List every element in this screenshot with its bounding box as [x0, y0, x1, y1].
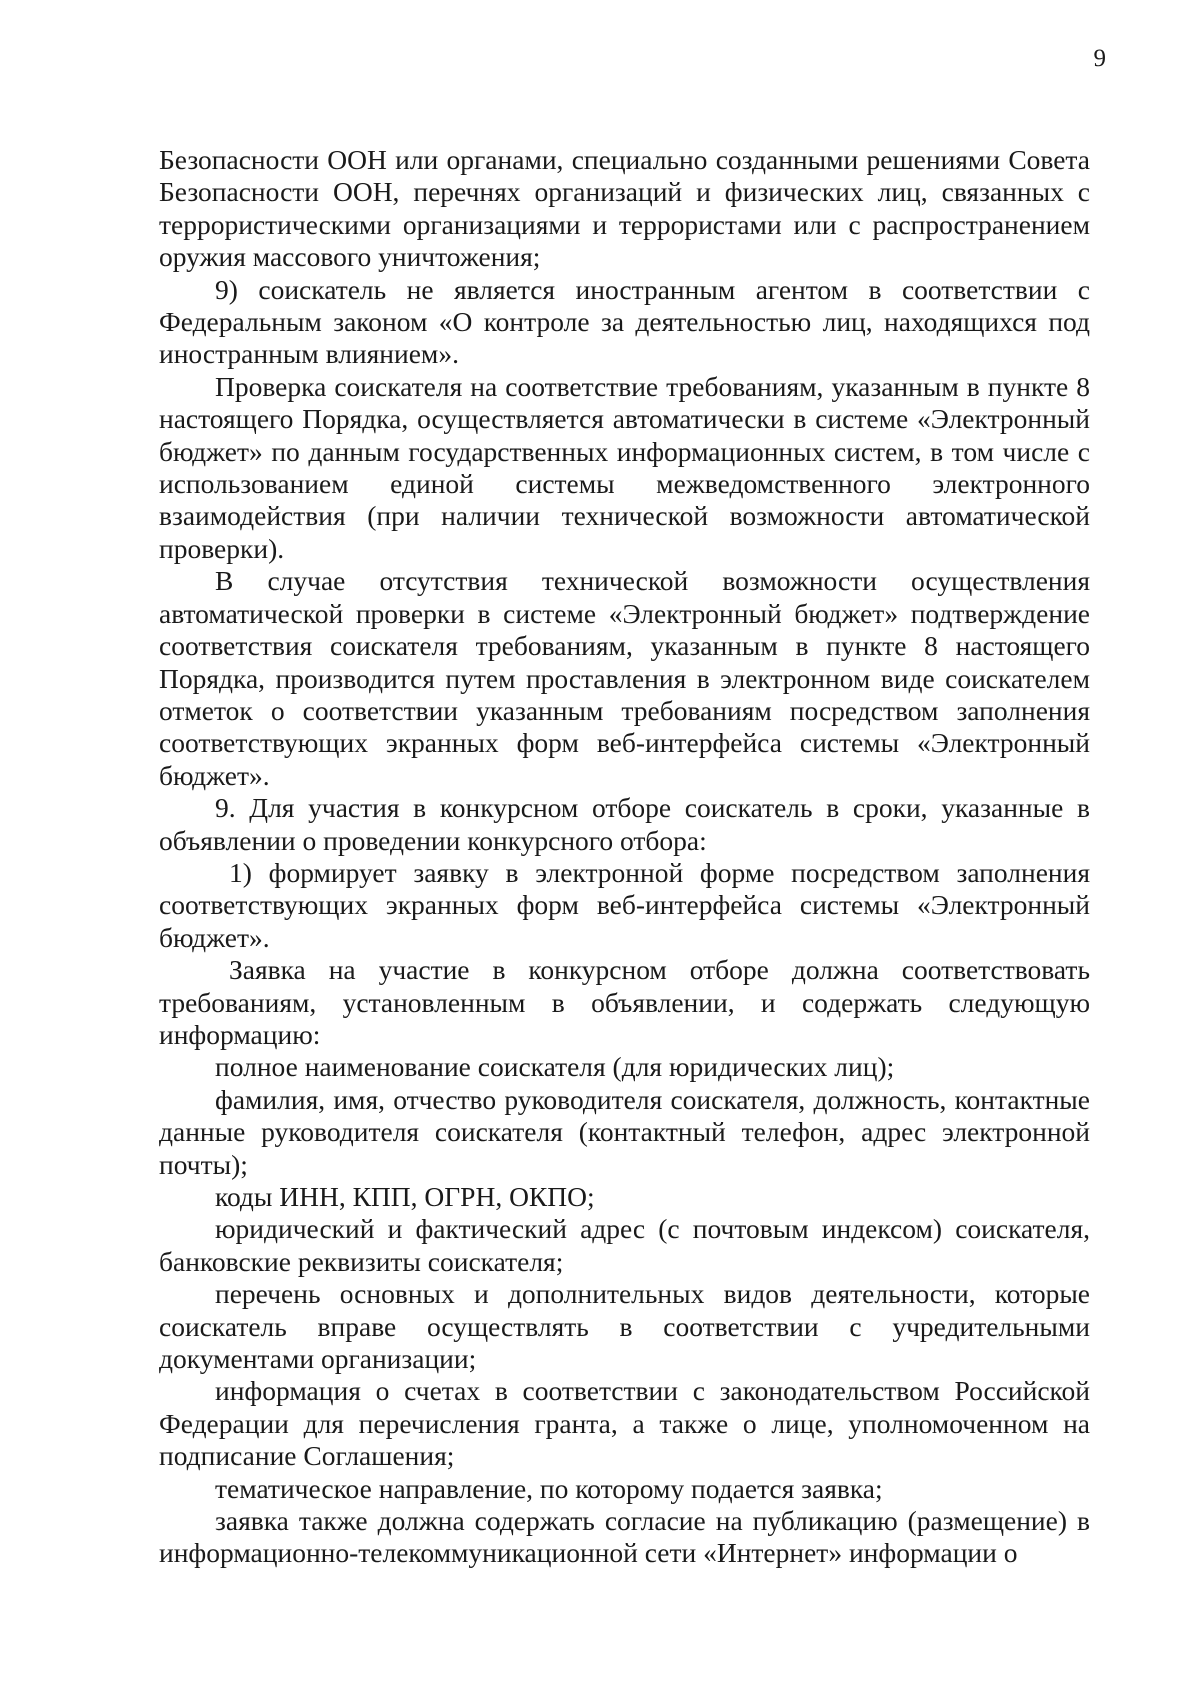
page-number: 9: [1093, 45, 1106, 72]
paragraph-application-requirements: Заявка на участие в конкурсном отборе должна соответствовать требованиям, установленным в объявлении, и содержать следующую информацию:: [159, 954, 1090, 1050]
document-body: [159, 144, 1090, 1570]
list-item-codes: коды ИНН, КПП, ОГРН, ОКПО;: [215, 1181, 595, 1212]
list-item-thematic-direction: тематическое направление, по которому подается заявка;: [215, 1472, 883, 1504]
paragraph-sanctions-lists-continuation: Безопасности ООН или органами, специально созданными решениями Совета Безопасности ООН, перечнях организаций и физических лиц, связанных с террористическими организациями и террористами или с распространением оружия массового уничтожения;: [159, 144, 1090, 273]
paragraph-manual-confirmation: В случае отсутствия технической возможности осуществления автоматической проверки в системе «Электронный бюджет» подтверждение соответствия соискателя требованиям, указанным в пункте 8 настоящего Порядка, производится путем проставления в электронном виде соискателем отметок о соответствии указанным требованиям посредством заполнения соответствующих экранных форм веб-интерфейса системы «Электронный бюджет».: [159, 565, 1090, 791]
list-item-address-bank: юридический и фактический адрес (с почтовым индексом) соискателя, банковские реквизиты соискателя;: [159, 1213, 1090, 1277]
list-item-activities: перечень основных и дополнительных видов деятельности, которые соискатель вправе осуществлять в соответствии с учредительными документами организации;: [159, 1278, 1090, 1375]
paragraph-automatic-check: Проверка соискателя на соответствие требованиям, указанным в пункте 8 настоящего Порядка, осуществляется автоматически в системе «Электронный бюджет» по данным государственных информационных систем, в том числе с использованием единой системы межведомственного электронного взаимодействия (при наличии технической возможности автоматической проверки).: [159, 370, 1090, 564]
paragraph-section-9: 9. Для участия в конкурсном отборе соискатель в сроки, указанные в объявлении о проведении конкурсного отбора:: [159, 792, 1090, 856]
list-item-full-name: полное наименование соискателя (для юридических лиц);: [215, 1051, 895, 1083]
list-item-head-contacts: фамилия, имя, отчество руководителя соискателя, должность, контактные данные руководителя соискателя (контактный телефон, адрес электронной почты);: [159, 1083, 1090, 1180]
list-item-accounts: информация о счетах в соответствии с законодательством Российской Федерации для перечисления гранта, а также о лице, уполномоченном на подписание Соглашения;: [159, 1375, 1090, 1472]
paragraph-subitem-1-form-application: 1) формирует заявку в электронной форме посредством заполнения соответствующих экранных форм веб-интерфейса системы «Электронный бюджет».: [159, 856, 1090, 953]
list-item-publication-consent: заявка также должна содержать согласие на публикацию (размещение) в информационно-телекоммуникационной сети «Интернет» информации о: [159, 1505, 1090, 1569]
paragraph-item-9-foreign-agent: 9) соискатель не является иностранным агентом в соответствии с Федеральным законом «О контроле за деятельностью лиц, находящихся под иностранным влиянием».: [159, 273, 1090, 370]
